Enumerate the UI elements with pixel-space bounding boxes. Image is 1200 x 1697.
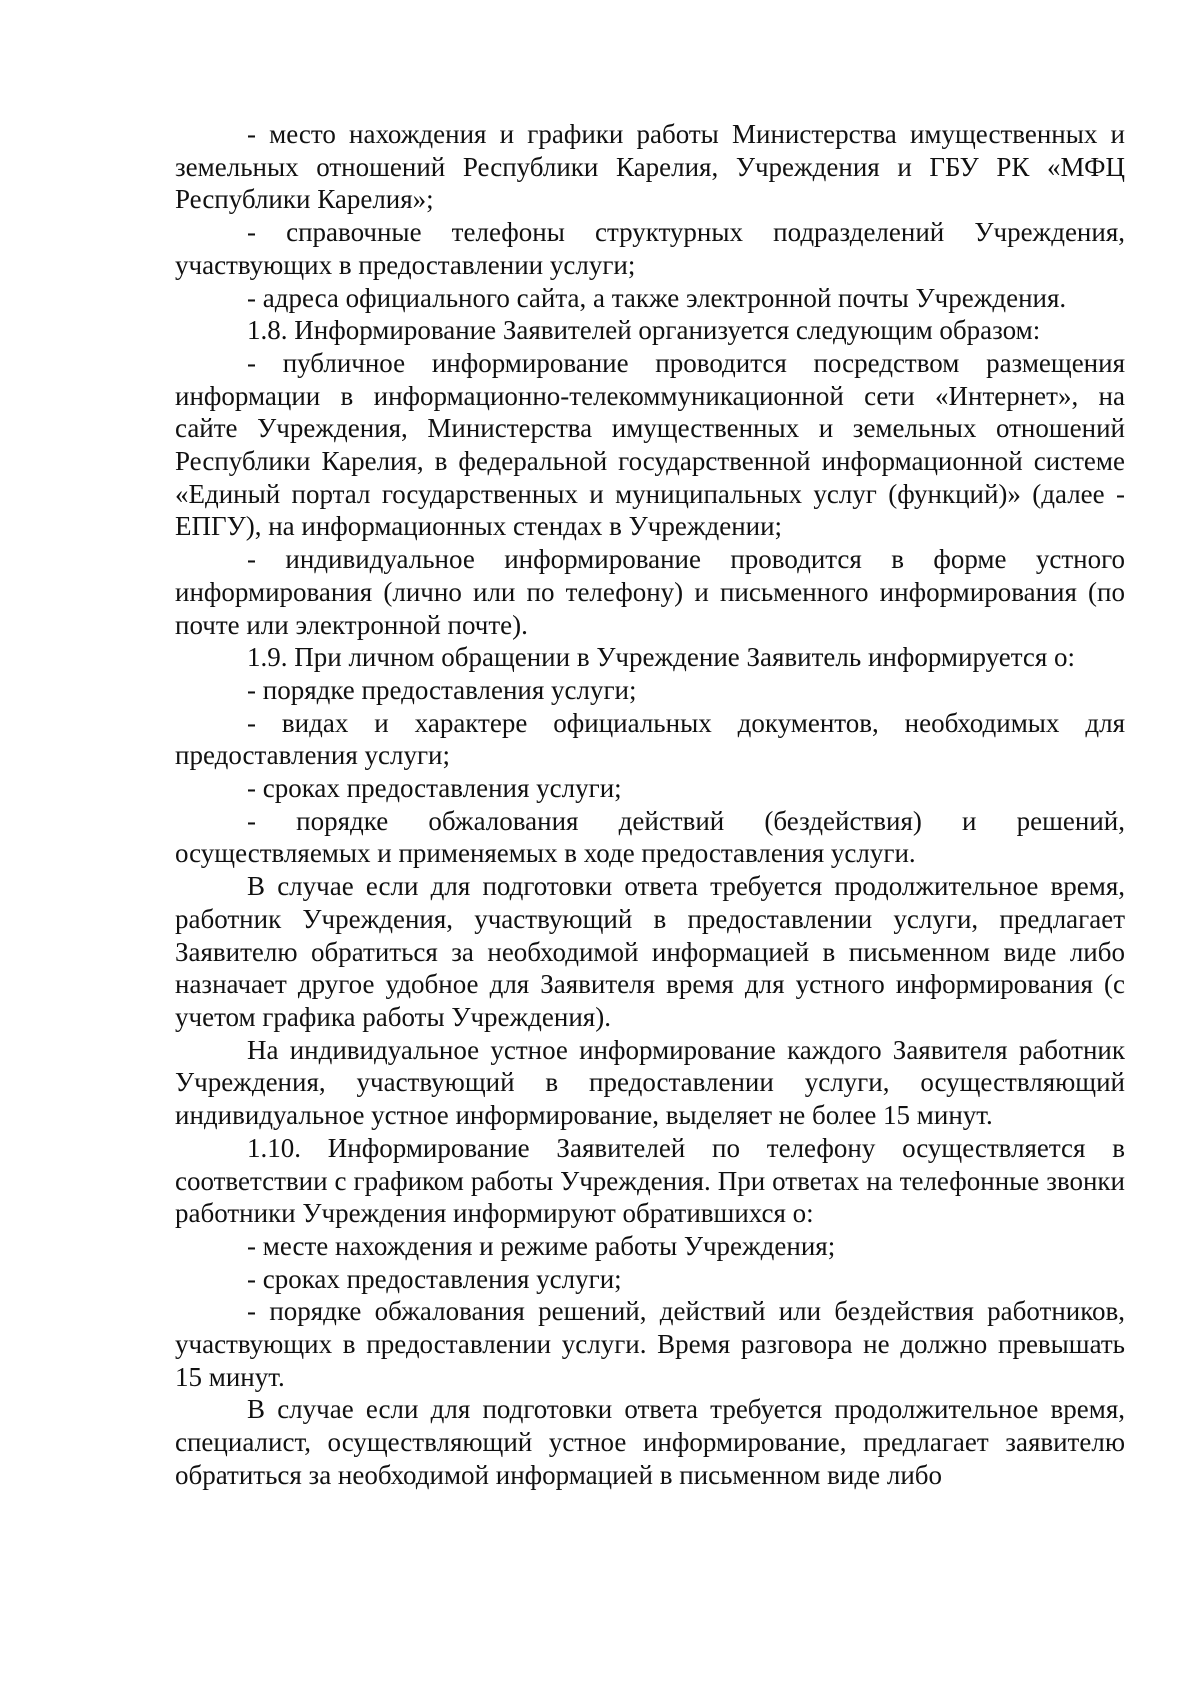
paragraph-4: 1.8. Информирование Заявителей организуется следующим образом: [247,315,1041,346]
paragraph-9: - видах и характере официальных документов, необходимых для предоставления услуги; [175,707,1125,771]
paragraph-13: На индивидуальное устное информирование каждого Заявителя работник Учреждения, участвующий в предоставлении услуги, осуществляющий индивидуальное устное информирование, выделяет не более 15 минут. [175,1034,1125,1131]
paragraph-8: - порядке предоставления услуги; [247,674,637,705]
paragraph-7: 1.9. При личном обращении в Учреждение Заявитель информируется о: [247,642,1076,673]
paragraph-18: В случае если для подготовки ответа требуется продолжительное время, специалист, осуществляющий устное информирование, предлагает заявителю обратиться за необходимой информацией в письменном виде либо [175,1394,1125,1490]
paragraph-12: В случае если для подготовки ответа требуется продолжительное время, работник Учреждения, участвующий в предоставлении услуги, предлагает Заявителю обратиться за необходимой информацией в письменном виде либо назначает другое удобное для Заявителя время для устного информирования (с учетом графика работы Учреждения). [175,871,1125,1032]
paragraph-5: - публичное информирование проводится посредством размещения информации в информационно-телекоммуникационной сети «Интернет», на сайте Учреждения, Министерства имущественных и земельных отношений Республики Карелия, в федеральной государственной информационной системе «Единый портал государственных и муниципальных услуг (функций)» (далее - ЕПГУ), на информационных стендах в Учреждении; [175,347,1125,542]
paragraph-11: - порядке обжалования действий (бездействия) и решений, осуществляемых и применяемых в ходе предоставления услуги. [175,805,1125,869]
paragraph-1: - место нахождения и графики работы Министерства имущественных и земельных отношений Республики Карелия, Учреждения и ГБУ РК «МФЦ Республики Карелия»; [175,119,1125,215]
document-page [175,118,1125,1492]
paragraph-14: 1.10. Информирование Заявителей по телефону осуществляется в соответствии с графиком работы Учреждения. При ответах на телефонные звонки работники Учреждения информируют обратившихся о: [175,1132,1125,1229]
paragraph-15: - месте нахождения и режиме работы Учреждения; [247,1230,836,1261]
paragraph-2: - справочные телефоны структурных подразделений Учреждения, участвующих в предоставлении услуги; [175,217,1125,280]
paragraph-3: - адреса официального сайта, а также электронной почты Учреждения. [247,282,1067,313]
paragraph-16: - сроках предоставления услуги; [247,1263,622,1294]
paragraph-10: - сроках предоставления услуги; [247,773,622,804]
paragraph-17: - порядке обжалования решений, действий или бездействия работников, участвующих в предоставлении услуги. Время разговора не должно превышать 15 минут. [175,1296,1125,1392]
paragraph-6: - индивидуальное информирование проводится в форме устного информирования (лично или по телефону) и письменного информирования (по почте или электронной почте). [175,544,1125,640]
